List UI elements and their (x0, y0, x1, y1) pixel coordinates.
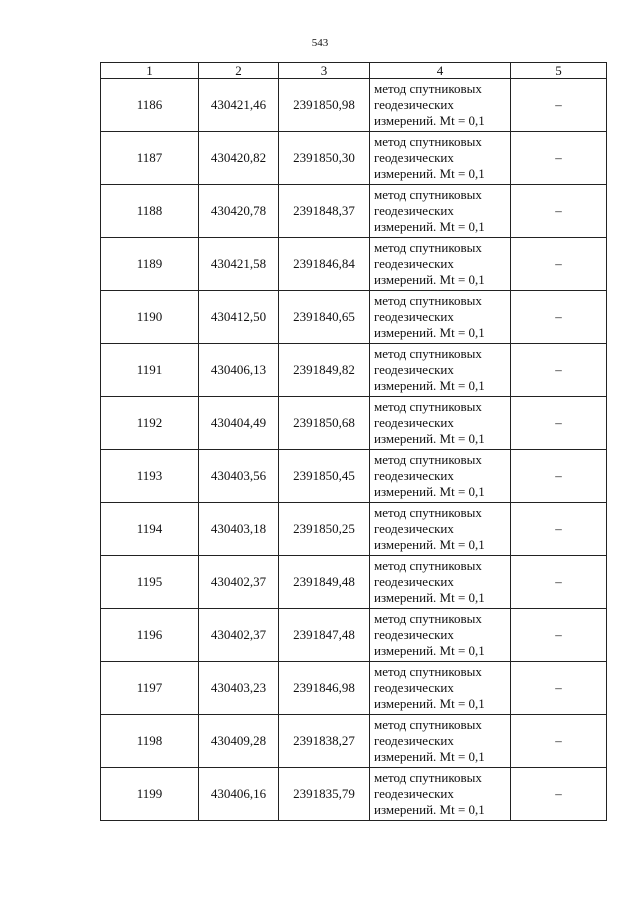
method-line-3: измерений. Mt = 0,1 (374, 749, 485, 764)
point-number-cell: 1196 (101, 609, 199, 662)
method-line-2: геодезических (374, 203, 454, 218)
method-cell (370, 715, 511, 768)
method-cell (370, 609, 511, 662)
y-coordinate-cell: 2391848,37 (279, 185, 370, 238)
page-number: 543 (311, 37, 329, 49)
note-dash: – (555, 309, 562, 324)
note-cell (511, 291, 607, 344)
method-cell (370, 556, 511, 609)
point-number-cell: 1194 (101, 503, 199, 556)
note-dash: – (555, 733, 562, 748)
method-line-3: измерений. Mt = 0,1 (374, 325, 485, 340)
x-coordinate-cell: 430402,37 (199, 556, 279, 609)
table-body (101, 79, 607, 821)
point-number-cell: 1197 (101, 662, 199, 715)
note-cell (511, 132, 607, 185)
method-cell (370, 768, 511, 821)
coordinates-table (100, 62, 607, 821)
y-coordinate-cell: 2391838,27 (279, 715, 370, 768)
table-row (101, 397, 607, 450)
header-col-4: 4 (370, 63, 511, 79)
method-cell (370, 344, 511, 397)
header-row (101, 63, 607, 79)
y-coordinate-cell: 2391849,48 (279, 556, 370, 609)
note-cell (511, 768, 607, 821)
point-number-cell: 1189 (101, 238, 199, 291)
note-dash: – (555, 415, 562, 430)
method-line-2: геодезических (374, 786, 454, 801)
note-cell (511, 238, 607, 291)
y-coordinate-cell: 2391849,82 (279, 344, 370, 397)
note-dash: – (555, 362, 562, 377)
x-coordinate-cell: 430409,28 (199, 715, 279, 768)
point-number-cell: 1188 (101, 185, 199, 238)
method-line-1: метод спутниковых (374, 346, 482, 361)
point-number-cell: 1193 (101, 450, 199, 503)
method-line-3: измерений. Mt = 0,1 (374, 537, 485, 552)
method-cell (370, 503, 511, 556)
table-row (101, 79, 607, 132)
method-cell (370, 238, 511, 291)
method-line-3: измерений. Mt = 0,1 (374, 590, 485, 605)
method-cell (370, 185, 511, 238)
y-coordinate-cell: 2391846,84 (279, 238, 370, 291)
method-line-3: измерений. Mt = 0,1 (374, 166, 485, 181)
note-cell (511, 450, 607, 503)
method-line-2: геодезических (374, 733, 454, 748)
table-row (101, 344, 607, 397)
method-line-3: измерений. Mt = 0,1 (374, 696, 485, 711)
y-coordinate-cell: 2391850,68 (279, 397, 370, 450)
method-line-1: метод спутниковых (374, 452, 482, 467)
note-cell (511, 503, 607, 556)
x-coordinate-cell: 430404,49 (199, 397, 279, 450)
x-coordinate-cell: 430403,23 (199, 662, 279, 715)
method-line-3: измерений. Mt = 0,1 (374, 484, 485, 499)
method-cell (370, 132, 511, 185)
y-coordinate-cell: 2391850,30 (279, 132, 370, 185)
y-coordinate-cell: 2391850,98 (279, 79, 370, 132)
method-line-2: геодезических (374, 574, 454, 589)
method-line-1: метод спутниковых (374, 399, 482, 414)
note-cell (511, 715, 607, 768)
note-cell (511, 344, 607, 397)
method-line-2: геодезических (374, 468, 454, 483)
note-cell (511, 609, 607, 662)
method-line-1: метод спутниковых (374, 558, 482, 573)
method-line-3: измерений. Mt = 0,1 (374, 113, 485, 128)
point-number-cell: 1186 (101, 79, 199, 132)
note-dash: – (555, 574, 562, 589)
point-number-cell: 1187 (101, 132, 199, 185)
note-cell (511, 79, 607, 132)
method-line-1: метод спутниковых (374, 770, 482, 785)
point-number-cell: 1192 (101, 397, 199, 450)
method-line-2: геодезических (374, 362, 454, 377)
note-dash: – (555, 203, 562, 218)
table-row (101, 503, 607, 556)
method-line-2: геодезических (374, 256, 454, 271)
method-line-1: метод спутниковых (374, 240, 482, 255)
method-line-1: метод спутниковых (374, 505, 482, 520)
method-cell (370, 662, 511, 715)
note-cell (511, 556, 607, 609)
method-line-2: геодезических (374, 521, 454, 536)
table-row (101, 291, 607, 344)
table-row (101, 185, 607, 238)
method-line-2: геодезических (374, 97, 454, 112)
note-cell (511, 185, 607, 238)
header-col-1: 1 (101, 63, 199, 79)
y-coordinate-cell: 2391850,25 (279, 503, 370, 556)
table-row (101, 609, 607, 662)
method-line-2: геодезических (374, 415, 454, 430)
header-col-5: 5 (511, 63, 607, 79)
note-dash: – (555, 150, 562, 165)
note-cell (511, 397, 607, 450)
table-row (101, 715, 607, 768)
x-coordinate-cell: 430403,18 (199, 503, 279, 556)
x-coordinate-cell: 430406,13 (199, 344, 279, 397)
method-line-1: метод спутниковых (374, 134, 482, 149)
x-coordinate-cell: 430406,16 (199, 768, 279, 821)
x-coordinate-cell: 430402,37 (199, 609, 279, 662)
y-coordinate-cell: 2391847,48 (279, 609, 370, 662)
note-dash: – (555, 468, 562, 483)
y-coordinate-cell: 2391840,65 (279, 291, 370, 344)
note-dash: – (555, 627, 562, 642)
y-coordinate-cell: 2391850,45 (279, 450, 370, 503)
method-cell (370, 450, 511, 503)
x-coordinate-cell: 430412,50 (199, 291, 279, 344)
x-coordinate-cell: 430403,56 (199, 450, 279, 503)
method-line-3: измерений. Mt = 0,1 (374, 272, 485, 287)
method-line-1: метод спутниковых (374, 81, 482, 96)
method-line-3: измерений. Mt = 0,1 (374, 643, 485, 658)
note-dash: – (555, 256, 562, 271)
note-dash: – (555, 521, 562, 536)
note-dash: – (555, 97, 562, 112)
point-number-cell: 1190 (101, 291, 199, 344)
method-line-1: метод спутниковых (374, 664, 482, 679)
method-line-2: геодезических (374, 309, 454, 324)
method-line-1: метод спутниковых (374, 611, 482, 626)
point-number-cell: 1199 (101, 768, 199, 821)
method-line-1: метод спутниковых (374, 187, 482, 202)
table-row (101, 768, 607, 821)
table-header (101, 63, 607, 79)
method-cell (370, 397, 511, 450)
header-col-2: 2 (199, 63, 279, 79)
method-line-3: измерений. Mt = 0,1 (374, 802, 485, 817)
method-cell (370, 291, 511, 344)
note-dash: – (555, 786, 562, 801)
y-coordinate-cell: 2391835,79 (279, 768, 370, 821)
method-line-2: геодезических (374, 627, 454, 642)
header-col-3: 3 (279, 63, 370, 79)
y-coordinate-cell: 2391846,98 (279, 662, 370, 715)
point-number-cell: 1195 (101, 556, 199, 609)
method-line-2: геодезических (374, 150, 454, 165)
note-cell (511, 662, 607, 715)
point-number-cell: 1198 (101, 715, 199, 768)
method-line-1: метод спутниковых (374, 293, 482, 308)
table-row (101, 556, 607, 609)
note-dash: – (555, 680, 562, 695)
table-row (101, 450, 607, 503)
table-row (101, 662, 607, 715)
method-line-1: метод спутниковых (374, 717, 482, 732)
method-line-2: геодезических (374, 680, 454, 695)
table-row (101, 132, 607, 185)
x-coordinate-cell: 430421,58 (199, 238, 279, 291)
method-line-3: измерений. Mt = 0,1 (374, 219, 485, 234)
x-coordinate-cell: 430420,78 (199, 185, 279, 238)
x-coordinate-cell: 430421,46 (199, 79, 279, 132)
table-row (101, 238, 607, 291)
method-line-3: измерений. Mt = 0,1 (374, 378, 485, 393)
x-coordinate-cell: 430420,82 (199, 132, 279, 185)
method-cell (370, 79, 511, 132)
method-line-3: измерений. Mt = 0,1 (374, 431, 485, 446)
point-number-cell: 1191 (101, 344, 199, 397)
